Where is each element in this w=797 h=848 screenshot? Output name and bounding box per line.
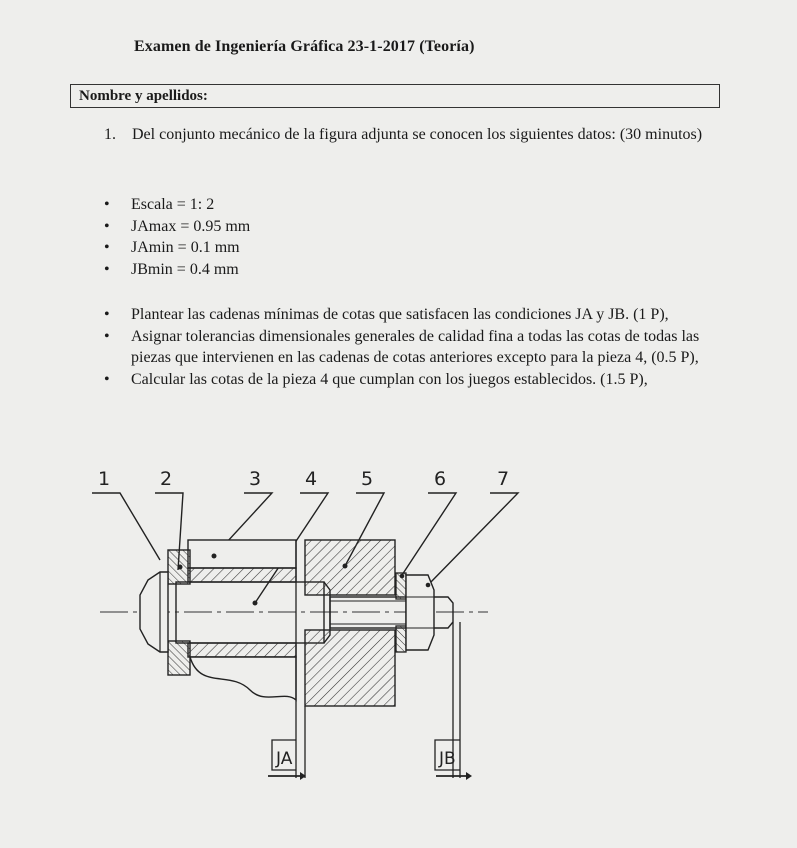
exam-title: Examen de Ingeniería Gráfica 23-1-2017 (Teoría) xyxy=(134,38,475,55)
data-item: • JAmin = 0.1 mm xyxy=(104,237,724,259)
name-label: Nombre y apellidos: xyxy=(79,88,208,104)
question-number: 1. xyxy=(104,126,116,143)
clearance-ja-label: JA xyxy=(276,749,293,769)
clearance-ja xyxy=(268,740,306,780)
question-text: Del conjunto mecánico de la figura adjunta se conocen los siguientes datos: (30 minutos) xyxy=(132,126,703,143)
part-label-1: 1 xyxy=(98,468,111,490)
part-label-6: 6 xyxy=(434,468,447,490)
part-5-housing xyxy=(305,540,395,706)
part-label-7: 7 xyxy=(497,468,510,490)
task-item: • Plantear las cadenas mínimas de cotas que satisfacen las condiciones JA y JB. (1 P), xyxy=(104,304,724,326)
clearance-jb-label: JB xyxy=(439,749,456,769)
part-label-4: 4 xyxy=(305,468,318,490)
part-3-bushing xyxy=(188,540,296,700)
part-1-shaft-head xyxy=(140,572,168,652)
part-label-2: 2 xyxy=(160,468,173,490)
part-label-3: 3 xyxy=(249,468,262,490)
task-item: • Asignar tolerancias dimensionales generales de calidad fina a todas las cotas de todas las piezas que intervienen en las cadenas de cotas anteriores excepto para la pieza 4, (0.5 P), xyxy=(104,326,724,369)
data-item: • Escala = 1: 2 xyxy=(104,194,724,216)
data-item: • JBmin = 0.4 mm xyxy=(104,259,724,281)
part-label-5: 5 xyxy=(361,468,374,490)
task-item: • Calcular las cotas de la pieza 4 que cumplan con los juegos establecidos. (1.5 P), xyxy=(104,369,724,391)
data-item: • JAmax = 0.95 mm xyxy=(104,216,724,238)
